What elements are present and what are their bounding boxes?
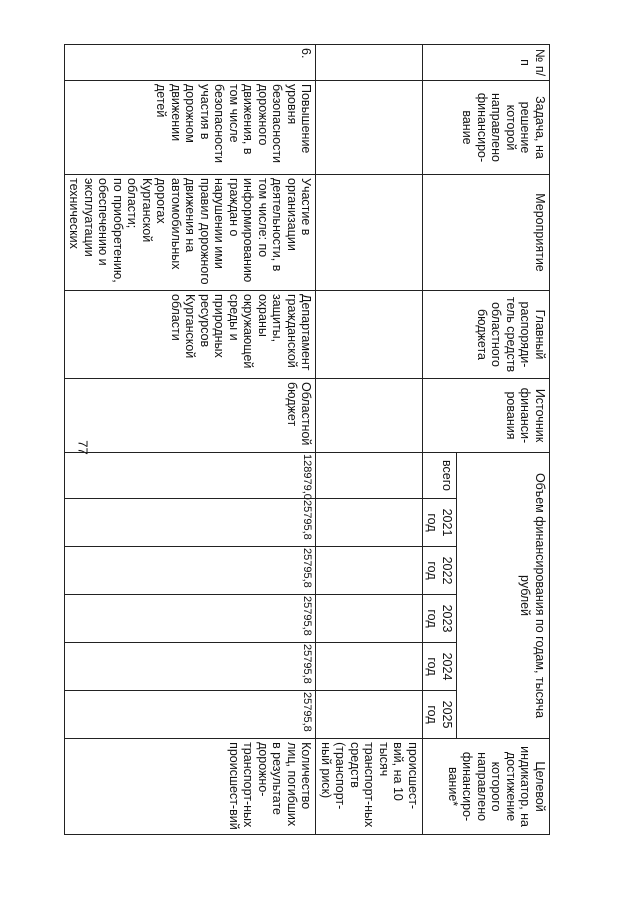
cell-empty	[316, 453, 423, 499]
header-source: Источник финанси-рования	[423, 379, 550, 453]
cell-empty	[316, 595, 423, 643]
header-2023: 2023 год	[423, 595, 457, 643]
row6-activity	[65, 175, 317, 291]
header-2024: 2024 год	[423, 643, 457, 691]
row6-2025: 25795,8	[65, 691, 317, 739]
cell-empty	[316, 45, 423, 81]
continuation-row	[316, 45, 423, 835]
row6-activity-part1: Участие в организации деятельности, в том числе: по информированию граждан о нарушении ими правил дорожного движения на автомобильных дорогах Курганской области;	[125, 178, 314, 285]
row6-manager: Департамент гражданской защиты, охраны окружающей среды и природных ресурсов Курганской области	[65, 291, 317, 379]
row6-2023: 25795,8	[65, 595, 317, 643]
row6-indicator: Количество лиц, погибших в результате дорожно-транспорт-ных происшест-вий	[65, 739, 317, 835]
row6-no: 6.	[65, 45, 317, 81]
row6-total: 128979,0	[65, 453, 317, 499]
header-total: всего	[423, 453, 457, 499]
row6-2021: 25795,8	[65, 499, 317, 547]
header-row-1	[457, 45, 550, 835]
header-task: Задача, на решение которой направлено финансиро-вание	[423, 81, 550, 175]
header-activity: Мероприятие	[423, 175, 550, 291]
continuation-indicator: происшест-вий, на 10 тысяч транспорт-ных средств (транспорт-ный риск)	[316, 739, 423, 835]
row6-2022: 25795,8	[65, 547, 317, 595]
header-2022: 2022 год	[423, 547, 457, 595]
header-2025: 2025 год	[423, 691, 457, 739]
cell-empty	[316, 81, 423, 175]
funding-table	[64, 44, 550, 835]
cell-empty	[316, 691, 423, 739]
table-row-6	[65, 45, 317, 835]
cell-empty	[316, 291, 423, 379]
header-no: № п/п	[423, 45, 550, 81]
row6-source: Областной бюджет	[65, 379, 317, 453]
row6-activity-part2: по приобретению, обеспечению и эксплуатации технических	[67, 178, 125, 283]
header-manager: Главный распоряди-тель средств областного бюджета	[423, 291, 550, 379]
cell-empty	[316, 499, 423, 547]
cell-empty	[316, 175, 423, 291]
row6-2024: 25795,8	[65, 643, 317, 691]
page-number: 77	[75, 440, 91, 455]
header-2021: 2021 год	[423, 499, 457, 547]
row6-task: Повышение уровня безопасности дорожного движения, в том числе безопасности участия в дорожном движении детей	[65, 81, 317, 175]
cell-empty	[316, 643, 423, 691]
cell-empty	[316, 379, 423, 453]
header-funding-group: Объем финансирования по годам, тысяча рублей	[457, 453, 550, 739]
cell-empty	[316, 547, 423, 595]
header-indicator: Целевой индикатор, на достижение которого направлено финансиро-вание*	[423, 739, 550, 835]
